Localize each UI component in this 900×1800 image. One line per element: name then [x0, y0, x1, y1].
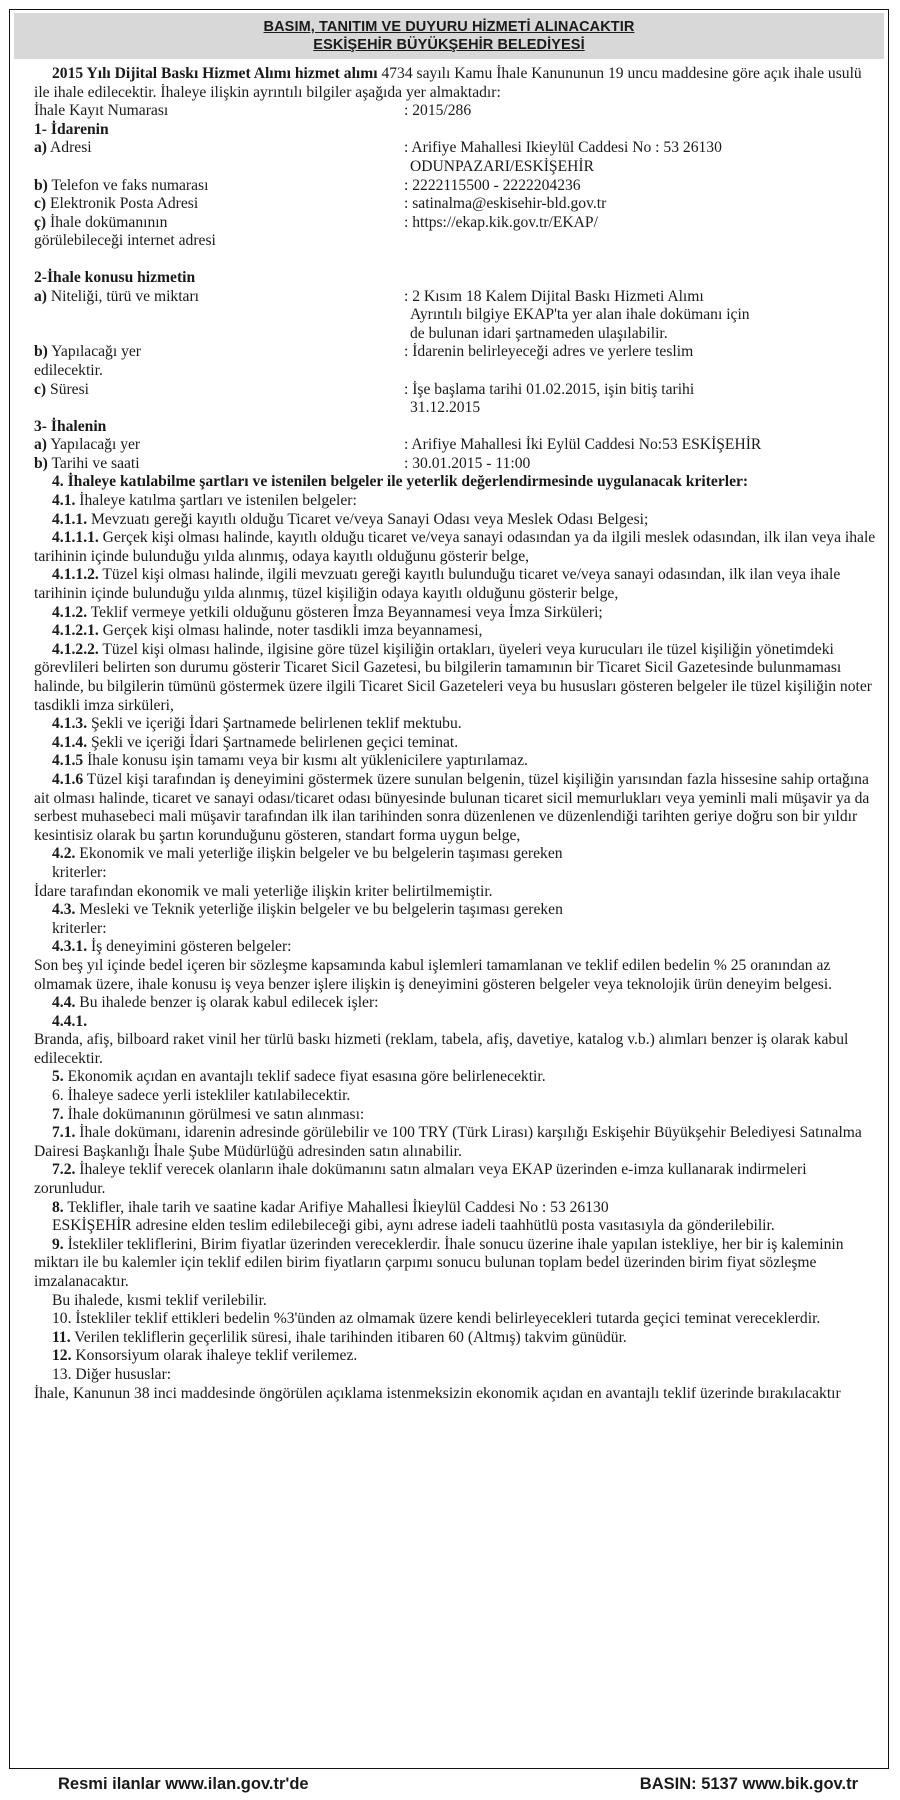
- p-4-1-1-2: [34, 566, 878, 603]
- p-7-2-text: İhaleye teklif verecek olanların ihale dokümanını satın almaları veya EKAP üzerinden e-imza kullanarak indirmeleri zorunludur.: [34, 1161, 807, 1198]
- p-13: 13. Diğer hususlar:: [52, 1365, 172, 1383]
- announcement-header: [14, 13, 884, 59]
- p-4-1-6: [34, 771, 878, 845]
- s2-c-value2: 31.12.2015: [410, 399, 481, 417]
- p-8-body: ESKİŞEHİR adresine elden teslim edilebileceği gibi, aynı adrese iadeli taahhütlü posta vasıtasıyla da gönderilebilir.: [52, 1217, 775, 1235]
- p-4-1-4: [34, 734, 878, 753]
- p-4-1-5: [34, 752, 878, 771]
- intro-text: 4734 sayılı Kamu İhale Kanununun 19 uncu maddesine göre açık ihale usulü ile ihale edilecektir. İhaleye ilişkin ayrıntılı bilgiler aşağıda yer almaktadır:: [34, 65, 862, 101]
- s2-duration-row: [34, 381, 878, 418]
- p-4-3-1-num: 4.3.1.: [52, 938, 88, 956]
- p-4-4-1-num: 4.4.1.: [52, 1012, 88, 1030]
- p-9-partial: Bu ihalede, kısmi teklif verilebilir.: [52, 1291, 267, 1309]
- header-institution: ESKİŞEHİR BÜYÜKŞEHİR BELEDİYESİ: [313, 37, 585, 53]
- header-title: BASIM, TANITIM VE DUYURU HİZMETİ ALINACAKTIR: [263, 19, 635, 35]
- p-4-1-1-1: [34, 529, 878, 566]
- footer-bar: [0, 1773, 900, 1800]
- p-4-3: [34, 901, 878, 938]
- s1-d-value: : https://ekap.kik.gov.tr/EKAP/: [404, 213, 598, 231]
- s3-a-label: Yapılacağı yer: [47, 436, 141, 454]
- s1-d-label2: görülebileceği internet adresi: [34, 232, 216, 250]
- p-8: [34, 1199, 878, 1218]
- p-4-1-1: [34, 511, 878, 530]
- s2-a-letter: a): [34, 287, 47, 305]
- section-3-title: 3- İhalenin: [34, 417, 107, 435]
- intro-paragraph: [34, 65, 878, 102]
- s2-place-row: [34, 343, 878, 380]
- s1-email-row: [34, 195, 878, 214]
- p-4-1-3-num: 4.1.3.: [52, 715, 88, 733]
- s1-a-value: : Arifiye Mahallesi Ikieylül Caddesi No : 53 26130: [404, 139, 722, 157]
- p-4-1-2-2-text: Tüzel kişi olması halinde, ilgisine göre tüzel kişiliğin ortakları, üyeleri veya kurucuları ile tüzel kişiliğin yönetimdeki görevlileri belirten son durumu gösterir Ticaret Sicil Gazetesi, bu bilgilerin tamamının bir Ticaret Sicil Gazetesinde bulunmaması halinde, bu bilgilerin tümünü göstermek üzere ilgili Ticaret Sicil Gazeteleri veya bu hususları gösteren belgeler ile tüzel kişiliğin noter tasdikli imza sirküleri,: [34, 640, 872, 714]
- footer-right: BASIN: 5137 www.bik.gov.tr: [639, 1775, 858, 1793]
- p-4-3-1-text: İş deneyimini gösteren belgeler:: [87, 938, 292, 956]
- s3-a-value: : Arifiye Mahallesi İki Eylül Caddesi No:53 ESKİŞEHİR: [404, 436, 762, 454]
- p-4-1-5-text: İhale konusu işin tamamı veya bir kısmı alt yüklenicilere yaptırılamaz.: [83, 752, 528, 770]
- p-4-1-num: 4.1.: [52, 492, 76, 510]
- p-5-text: Ekonomik açıdan en avantajlı teklif sadece fiyat esasına göre belirlenecektir.: [63, 1068, 546, 1086]
- p-9-num: 9.: [52, 1235, 64, 1253]
- p-4-4-1: [34, 1013, 878, 1032]
- s1-b-label: Telefon ve faks numarası: [47, 176, 209, 194]
- s1-c-label: Elektronik Posta Adresi: [46, 195, 199, 213]
- s2-b-value: : İdarenin belirleyeceği adres ve yerlere teslim: [404, 343, 694, 361]
- p-12-text: Konsorsiyum olarak ihaleye teklif verilemez.: [71, 1347, 358, 1365]
- kayit-label: İhale Kayıt Numarası: [34, 102, 169, 120]
- s2-a-value2: Ayrıntılı bilgiye EKAP'ta yer alan ihale dokümanı için: [410, 306, 750, 324]
- p-4-1: [34, 492, 878, 511]
- intro-bold: 2015 Yılı Dijital Baskı Hizmet Alımı hizmet alımı: [52, 65, 378, 82]
- p-4-3-1: [34, 938, 878, 957]
- p-4-1-3: [34, 715, 878, 734]
- s3-b-letter: b): [34, 454, 48, 472]
- p-11-num: 11.: [52, 1328, 71, 1346]
- s1-b-letter: b): [34, 176, 48, 194]
- p-4-1-1-2-text: Tüzel kişi olması halinde, ilgili mevzuatı gereği kayıtlı bulunduğu ticaret ve/veya sanayi odasından, ilk ilan veya ihale tarihinin içinde bulunduğu yılda alınmış, tüzel kişiliğin odaya kayıtlı olduğunu gösterir belge,: [34, 566, 841, 603]
- footer-left: Resmi ilanlar www.ilan.gov.tr'de: [58, 1775, 309, 1793]
- p-12-num: 12.: [52, 1347, 72, 1365]
- s1-d-letter: ç): [34, 213, 47, 231]
- p-4-3-1-body: Son beş yıl içinde bedel içeren bir sözleşme kapsamında kabul işlemleri tamamlanan ve teklif edilen bedelin % 25 oranından az olmamak üzere, ihale konusu iş veya benzer işlere ilişkin iş deneyimini gösteren belgeler veya teknolojik ürün deneyim belgesi.: [34, 956, 833, 993]
- section-4-title: 4. İhaleye katılabilme şartları ve istenilen belgeler ile yeterlik değerlendirmesinde uygulanacak kriterler:: [52, 473, 749, 491]
- p-5: [34, 1068, 878, 1087]
- s2-b-letter: b): [34, 343, 48, 361]
- p-4-1-1-text: Mevzuatı gereği kayıtlı olduğu Ticaret ve/veya Sanayi Odası veya Meslek Odası Belgesi;: [87, 510, 649, 528]
- p-4-4-num: 4.4.: [52, 994, 76, 1012]
- s1-web-row: [34, 214, 878, 251]
- s1-b-value: : 2222115500 - 2222204236: [404, 176, 581, 194]
- s1-a-letter: a): [34, 139, 47, 157]
- p-7-2-num: 7.2.: [52, 1161, 76, 1179]
- p-8-num: 8.: [52, 1198, 64, 1216]
- section-2-title: 2-İhale konusu hizmetin: [34, 268, 196, 286]
- p-7-2: [34, 1161, 878, 1198]
- p-4-1-1-1-num: 4.1.1.1.: [52, 529, 99, 547]
- s1-d-label: İhale dokümanının: [46, 213, 168, 231]
- section-1-title: 1- İdarenin: [34, 120, 109, 138]
- p-12: [34, 1347, 878, 1366]
- p-11: [34, 1329, 878, 1348]
- announcement-body: [10, 59, 888, 1403]
- p-4-1-5-num: 4.1.5: [52, 752, 84, 770]
- s1-phone-row: [34, 177, 878, 196]
- p-7-1-num: 7.1.: [52, 1124, 76, 1142]
- s2-a-label: Niteliği, türü ve miktarı: [47, 287, 200, 305]
- s2-b-label: Yapılacağı yer: [47, 343, 141, 361]
- kayit-row: [34, 102, 878, 121]
- p-4-1-2-1-text: Gerçek kişi olması halinde, noter tasdikli imza beyannamesi,: [98, 622, 483, 640]
- p-5-num: 5.: [52, 1068, 64, 1086]
- s3-date-row: [34, 455, 878, 474]
- s2-c-label: Süresi: [46, 380, 90, 398]
- p-4-1-2: [34, 604, 878, 623]
- p-4-1-6-text: Tüzel kişi tarafından iş deneyimini göstermek üzere sunulan belgenin, tüzel kişiliğin yarısından fazla hissesine sahip ortağına ait olması halinde, ticaret ve sanayi odası/ticaret odası bünyesinde bulunan ticaret sicil memurlukları veya yeminli mali müşavir ya da serbest muhasebeci mali müşavir tarafından ilk ilan tarihinden sonra düzenlenen ve düzenlendiği tarihten geriye doğru son bir yıldır kesintisiz olarak bu şartın korunduğunu gösteren, standart forma uygun belge,: [34, 770, 870, 844]
- s3-a-letter: a): [34, 436, 47, 454]
- p-11-text: Verilen tekliflerin geçerlilik süresi, ihale tarihinden itibaren 60 (Altmış) takvim günüdür.: [70, 1328, 627, 1346]
- p-10: 10. İstekliler teklif ettikleri bedelin %3'ünden az olmamak üzere kendi belirleyecekleri tutarda geçici teminat vereceklerdir.: [52, 1310, 821, 1328]
- p-4-1-2-num: 4.1.2.: [52, 603, 88, 621]
- p-4-1-1-2-num: 4.1.1.2.: [52, 566, 99, 584]
- p-4-1-4-num: 4.1.4.: [52, 733, 88, 751]
- p-7: [34, 1106, 878, 1125]
- s2-a-value1: : 2 Kısım 18 Kalem Dijital Baskı Hizmeti Alımı: [404, 287, 704, 305]
- p-9-text: İstekliler tekliflerini, Birim fiyatlar üzerinden vereceklerdir. İhale sonucu üzerine ihale yapılan istekliye, her bir iş kaleminin miktarı ile bu kalemler için teklif edilen birim fiyatların çarpımı sonucu bulunan toplam bedel üzerinden birim fiyat sözleşme imzalanacaktır.: [34, 1235, 844, 1290]
- s2-b-label2: edilecektir.: [34, 361, 103, 379]
- s3-place-row: [34, 436, 878, 455]
- p-13-body: İhale, Kanunun 38 inci maddesinde öngörülen açıklama istenmeksizin ekonomik açıdan en avantajlı teklif üzerinde bırakılacaktır: [34, 1384, 841, 1402]
- p-7-1: [34, 1124, 878, 1161]
- s1-address-row: [34, 139, 878, 176]
- p-4-3-text: Mesleki ve Teknik yeterliğe ilişkin belgeler ve bu belgelerin taşıması gereken: [75, 901, 563, 919]
- p-6: 6. İhaleye sadece yerli istekliler katılabilecektir.: [52, 1087, 351, 1105]
- p-4-1-2-1-num: 4.1.2.1.: [52, 622, 99, 640]
- p-4-2-criteria: kriterler:: [52, 863, 107, 881]
- p-4-1-text: İhaleye katılma şartları ve istenilen belgeler:: [75, 492, 357, 510]
- p-4-1-2-text: Teklif vermeye yetkili olduğunu gösteren İmza Beyannamesi veya İmza Sirküleri;: [87, 603, 603, 621]
- s1-a-label: Adresi: [47, 139, 92, 157]
- s3-b-value: : 30.01.2015 - 11:00: [404, 454, 531, 472]
- announcement-frame: [9, 9, 889, 1769]
- p-4-1-4-text: Şekli ve içeriği İdari Şartnamede belirlenen geçici teminat.: [87, 733, 459, 751]
- s2-c-value: : İşe başlama tarihi 01.02.2015, işin bitiş tarihi: [404, 380, 695, 398]
- p-4-1-2-1: [34, 622, 878, 641]
- s1-c-value: : satinalma@eskisehir-bld.gov.tr: [404, 195, 607, 213]
- p-4-1-2-2-num: 4.1.2.2.: [52, 640, 99, 658]
- p-7-text: İhale dokümanının görülmesi ve satın alınması:: [63, 1105, 365, 1123]
- p-4-2-note: İdare tarafından ekonomik ve mali yeterliğe ilişkin kriter belirtilmemiştir.: [34, 882, 493, 900]
- p-7-num: 7.: [52, 1105, 64, 1123]
- kayit-value: : 2015/286: [404, 102, 472, 120]
- s1-a-value2: ODUNPAZARI/ESKİŞEHİR: [410, 157, 594, 175]
- p-7-1-text: İhale dokümanı, idarenin adresinde görülebilir ve 100 TRY (Türk Lirası) karşılığı Eskişehir Büyükşehir Belediyesi Satınalma Dairesi Başkanlığı İhale Şube Müdürlüğü adresinden satın alınabilir.: [34, 1124, 862, 1160]
- p-4-4-text: Bu ihalede benzer iş olarak kabul edilecek işler:: [75, 994, 379, 1012]
- p-4-2-text: Ekonomik ve mali yeterliğe ilişkin belgeler ve bu belgelerin taşıması gereken: [75, 845, 563, 863]
- p-4-1-3-text: Şekli ve içeriği İdari Şartnamede belirlenen teklif mektubu.: [87, 715, 462, 733]
- s2-nature-row: [34, 288, 878, 344]
- p-9: [34, 1236, 878, 1292]
- p-4-4-1-body: Branda, afiş, bilboard raket vinil her türlü baskı hizmeti (reklam, tabela, afiş, davetiye, katalog v.b.) alımları benzer iş olarak kabul edilecektir.: [34, 1031, 849, 1067]
- p-4-1-1-num: 4.1.1.: [52, 510, 88, 528]
- p-4-2: [34, 845, 878, 882]
- s1-c-letter: c): [34, 195, 47, 213]
- p-4-1-2-2: [34, 641, 878, 715]
- p-4-1-6-num: 4.1.6: [52, 770, 84, 788]
- p-4-2-num: 4.2.: [52, 845, 76, 863]
- p-4-1-1-1-text: Gerçek kişi olması halinde, kayıtlı olduğu ticaret ve/veya sanayi odasından ya da ilgili meslek odasından, ilk ilan veya ihale tarihinin içinde bulunduğu yılda alınmış, odaya kayıtlı olduğunu gösterir belge,: [34, 529, 876, 565]
- p-4-3-num: 4.3.: [52, 901, 76, 919]
- s2-a-value3: de bulunan idari şartnameden ulaşılabilir.: [410, 324, 668, 342]
- p-4-3-criteria: kriterler:: [52, 919, 107, 937]
- p-8-text: Teklifler, ihale tarih ve saatine kadar Arifiye Mahallesi İkieylül Caddesi No : 53 26130: [63, 1198, 609, 1216]
- s2-c-letter: c): [34, 380, 47, 398]
- s3-b-label: Tarihi ve saati: [47, 454, 140, 472]
- p-4-4: [34, 994, 878, 1013]
